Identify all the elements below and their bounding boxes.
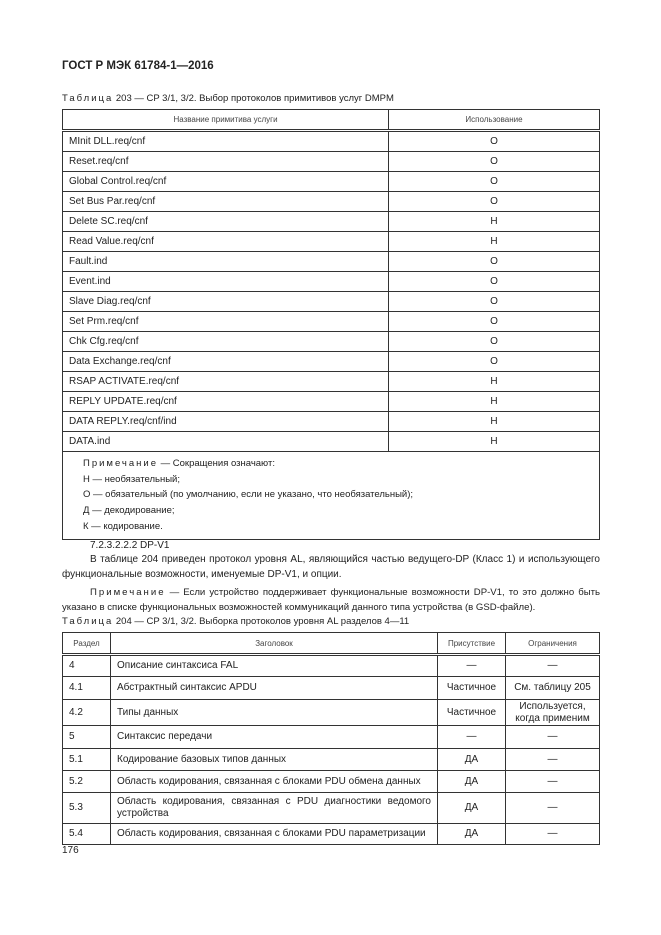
- presence-cell: ДА: [438, 749, 506, 771]
- table-row: [63, 312, 600, 332]
- table-row: [63, 372, 600, 392]
- table-row: [63, 332, 600, 352]
- table-row: [63, 771, 600, 793]
- table-row: [63, 192, 600, 212]
- table-row: [63, 824, 600, 845]
- section-paragraph: В таблице 204 приведен протокол уровня AL, являющийся частью ведущего-DP (Класс 1) и использующего функциональные возможности, именуемые DP-V1, и опции.: [62, 554, 600, 580]
- restrictions-cell: —: [506, 726, 600, 749]
- caption-text: 203 — CP 3/1, 3/2. Выбор протоколов примитивов услуг DMPM: [113, 93, 394, 104]
- section-cell: 5.4: [63, 824, 111, 845]
- note-line: О — обязательный (по умолчанию, если не указано, что необязательный);: [83, 489, 414, 501]
- column-header: Использование: [389, 110, 600, 131]
- presence-cell: —: [438, 655, 506, 677]
- restrictions-cell: Используется, когда применим: [506, 700, 600, 726]
- primitive-name-cell: Delete SC.req/cnf: [63, 212, 389, 232]
- table-row: [63, 412, 600, 432]
- presence-cell: ДА: [438, 793, 506, 824]
- primitive-name-cell: RSAP ACTIVATE.req/cnf: [63, 372, 389, 392]
- title-cell: Типы данных: [111, 700, 438, 726]
- column-header: Раздел: [63, 633, 111, 655]
- title-cell: Синтаксис передачи: [111, 726, 438, 749]
- table-row: [63, 152, 600, 172]
- title-cell: Кодирование базовых типов данных: [111, 749, 438, 771]
- caption-label: Таблица: [62, 616, 114, 627]
- table-row: [63, 677, 600, 700]
- usage-cell: O: [389, 272, 600, 292]
- section-cell: 4: [63, 655, 111, 677]
- note-text: — Если устройство поддерживает функциональные возможности DP-V1, то это должно быть указано в списке функциональных возможностей коммуникаций данного типа устройства (в GSD-файле).: [62, 587, 600, 613]
- usage-cell: H: [389, 232, 600, 252]
- table-notes: [63, 452, 600, 540]
- column-header: Заголовок: [111, 633, 438, 655]
- table-row: [63, 292, 600, 312]
- presence-cell: ДА: [438, 771, 506, 793]
- section-cell: 4.2: [63, 700, 111, 726]
- primitive-name-cell: Set Bus Par.req/cnf: [63, 192, 389, 212]
- section-cell: 5.2: [63, 771, 111, 793]
- restrictions-cell: См. таблицу 205: [506, 677, 600, 700]
- primitive-name-cell: Slave Diag.req/cnf: [63, 292, 389, 312]
- presence-cell: —: [438, 726, 506, 749]
- restrictions-cell: —: [506, 749, 600, 771]
- usage-cell: O: [389, 352, 600, 372]
- section-cell: 5: [63, 726, 111, 749]
- table-204-caption: [62, 616, 409, 627]
- primitive-name-cell: Fault.ind: [63, 252, 389, 272]
- usage-cell: O: [389, 192, 600, 212]
- table-row: [63, 726, 600, 749]
- table-row: [63, 131, 600, 152]
- table-row: [63, 793, 600, 824]
- restrictions-cell: —: [506, 793, 600, 824]
- table-row: [63, 432, 600, 452]
- usage-cell: H: [389, 412, 600, 432]
- note-line: Д — декодирование;: [83, 505, 175, 517]
- title-cell: Область кодирования, связанная с блоками PDU обмена данных: [111, 771, 438, 793]
- primitive-name-cell: DATA.ind: [63, 432, 389, 452]
- usage-cell: O: [389, 131, 600, 152]
- table-row: [63, 272, 600, 292]
- primitive-name-cell: Chk Cfg.req/cnf: [63, 332, 389, 352]
- usage-cell: H: [389, 432, 600, 452]
- section-cell: 5.1: [63, 749, 111, 771]
- primitive-name-cell: Data Exchange.req/cnf: [63, 352, 389, 372]
- document-header: ГОСТ Р МЭК 61784-1—2016: [62, 60, 214, 72]
- presence-cell: ДА: [438, 824, 506, 845]
- table-204: [62, 632, 600, 845]
- usage-cell: O: [389, 152, 600, 172]
- primitive-name-cell: Read Value.req/cnf: [63, 232, 389, 252]
- primitive-name-cell: REPLY UPDATE.req/cnf: [63, 392, 389, 412]
- usage-cell: O: [389, 252, 600, 272]
- caption-label: Таблица: [62, 93, 114, 104]
- primitive-name-cell: Set Prm.req/cnf: [63, 312, 389, 332]
- usage-cell: H: [389, 392, 600, 412]
- usage-cell: O: [389, 332, 600, 352]
- title-cell: Абстрактный синтаксис APDU: [111, 677, 438, 700]
- section-heading: 7.2.3.2.2.2 DP-V1: [90, 540, 170, 551]
- note-line: К — кодирование.: [83, 520, 163, 532]
- table-row: [63, 700, 600, 726]
- primitive-name-cell: DATA REPLY.req/cnf/ind: [63, 412, 389, 432]
- table-row: [63, 252, 600, 272]
- primitive-name-cell: Reset.req/cnf: [63, 152, 389, 172]
- section-cell: 5.3: [63, 793, 111, 824]
- usage-cell: O: [389, 172, 600, 192]
- table-row: [63, 172, 600, 192]
- usage-cell: H: [389, 372, 600, 392]
- title-cell: Область кодирования, связанная с блоками PDU параметризации: [111, 824, 438, 845]
- primitive-name-cell: Event.ind: [63, 272, 389, 292]
- note-label: Примечание: [90, 587, 166, 598]
- column-header: Присутствие: [438, 633, 506, 655]
- page-number: 176: [62, 845, 79, 856]
- section-cell: 4.1: [63, 677, 111, 700]
- usage-cell: O: [389, 312, 600, 332]
- table-203-caption: [62, 93, 394, 104]
- usage-cell: H: [389, 212, 600, 232]
- primitive-name-cell: Global Control.req/cnf: [63, 172, 389, 192]
- table-203: [62, 109, 600, 540]
- note-line: Н — необязательный;: [83, 473, 180, 485]
- title-cell: Область кодирования, связанная с PDU диагностики ведомого устройства: [111, 793, 438, 824]
- column-header: Название примитива услуги: [63, 110, 389, 131]
- notes-label: Примечание: [83, 458, 158, 469]
- table-row: [63, 392, 600, 412]
- table-row: [63, 232, 600, 252]
- notes-intro: — Сокращения означают:: [158, 458, 275, 469]
- section-note: [62, 585, 600, 615]
- table-row: [63, 212, 600, 232]
- column-header: Ограничения: [506, 633, 600, 655]
- table-row: [63, 352, 600, 372]
- presence-cell: Частичное: [438, 700, 506, 726]
- title-cell: Описание синтаксиса FAL: [111, 655, 438, 677]
- caption-text: 204 — CP 3/1, 3/2. Выборка протоколов уровня AL разделов 4—11: [113, 616, 410, 627]
- presence-cell: Частичное: [438, 677, 506, 700]
- table-row: [63, 655, 600, 677]
- primitive-name-cell: MInit DLL.req/cnf: [63, 131, 389, 152]
- restrictions-cell: —: [506, 655, 600, 677]
- usage-cell: O: [389, 292, 600, 312]
- table-row: [63, 749, 600, 771]
- restrictions-cell: —: [506, 824, 600, 845]
- restrictions-cell: —: [506, 771, 600, 793]
